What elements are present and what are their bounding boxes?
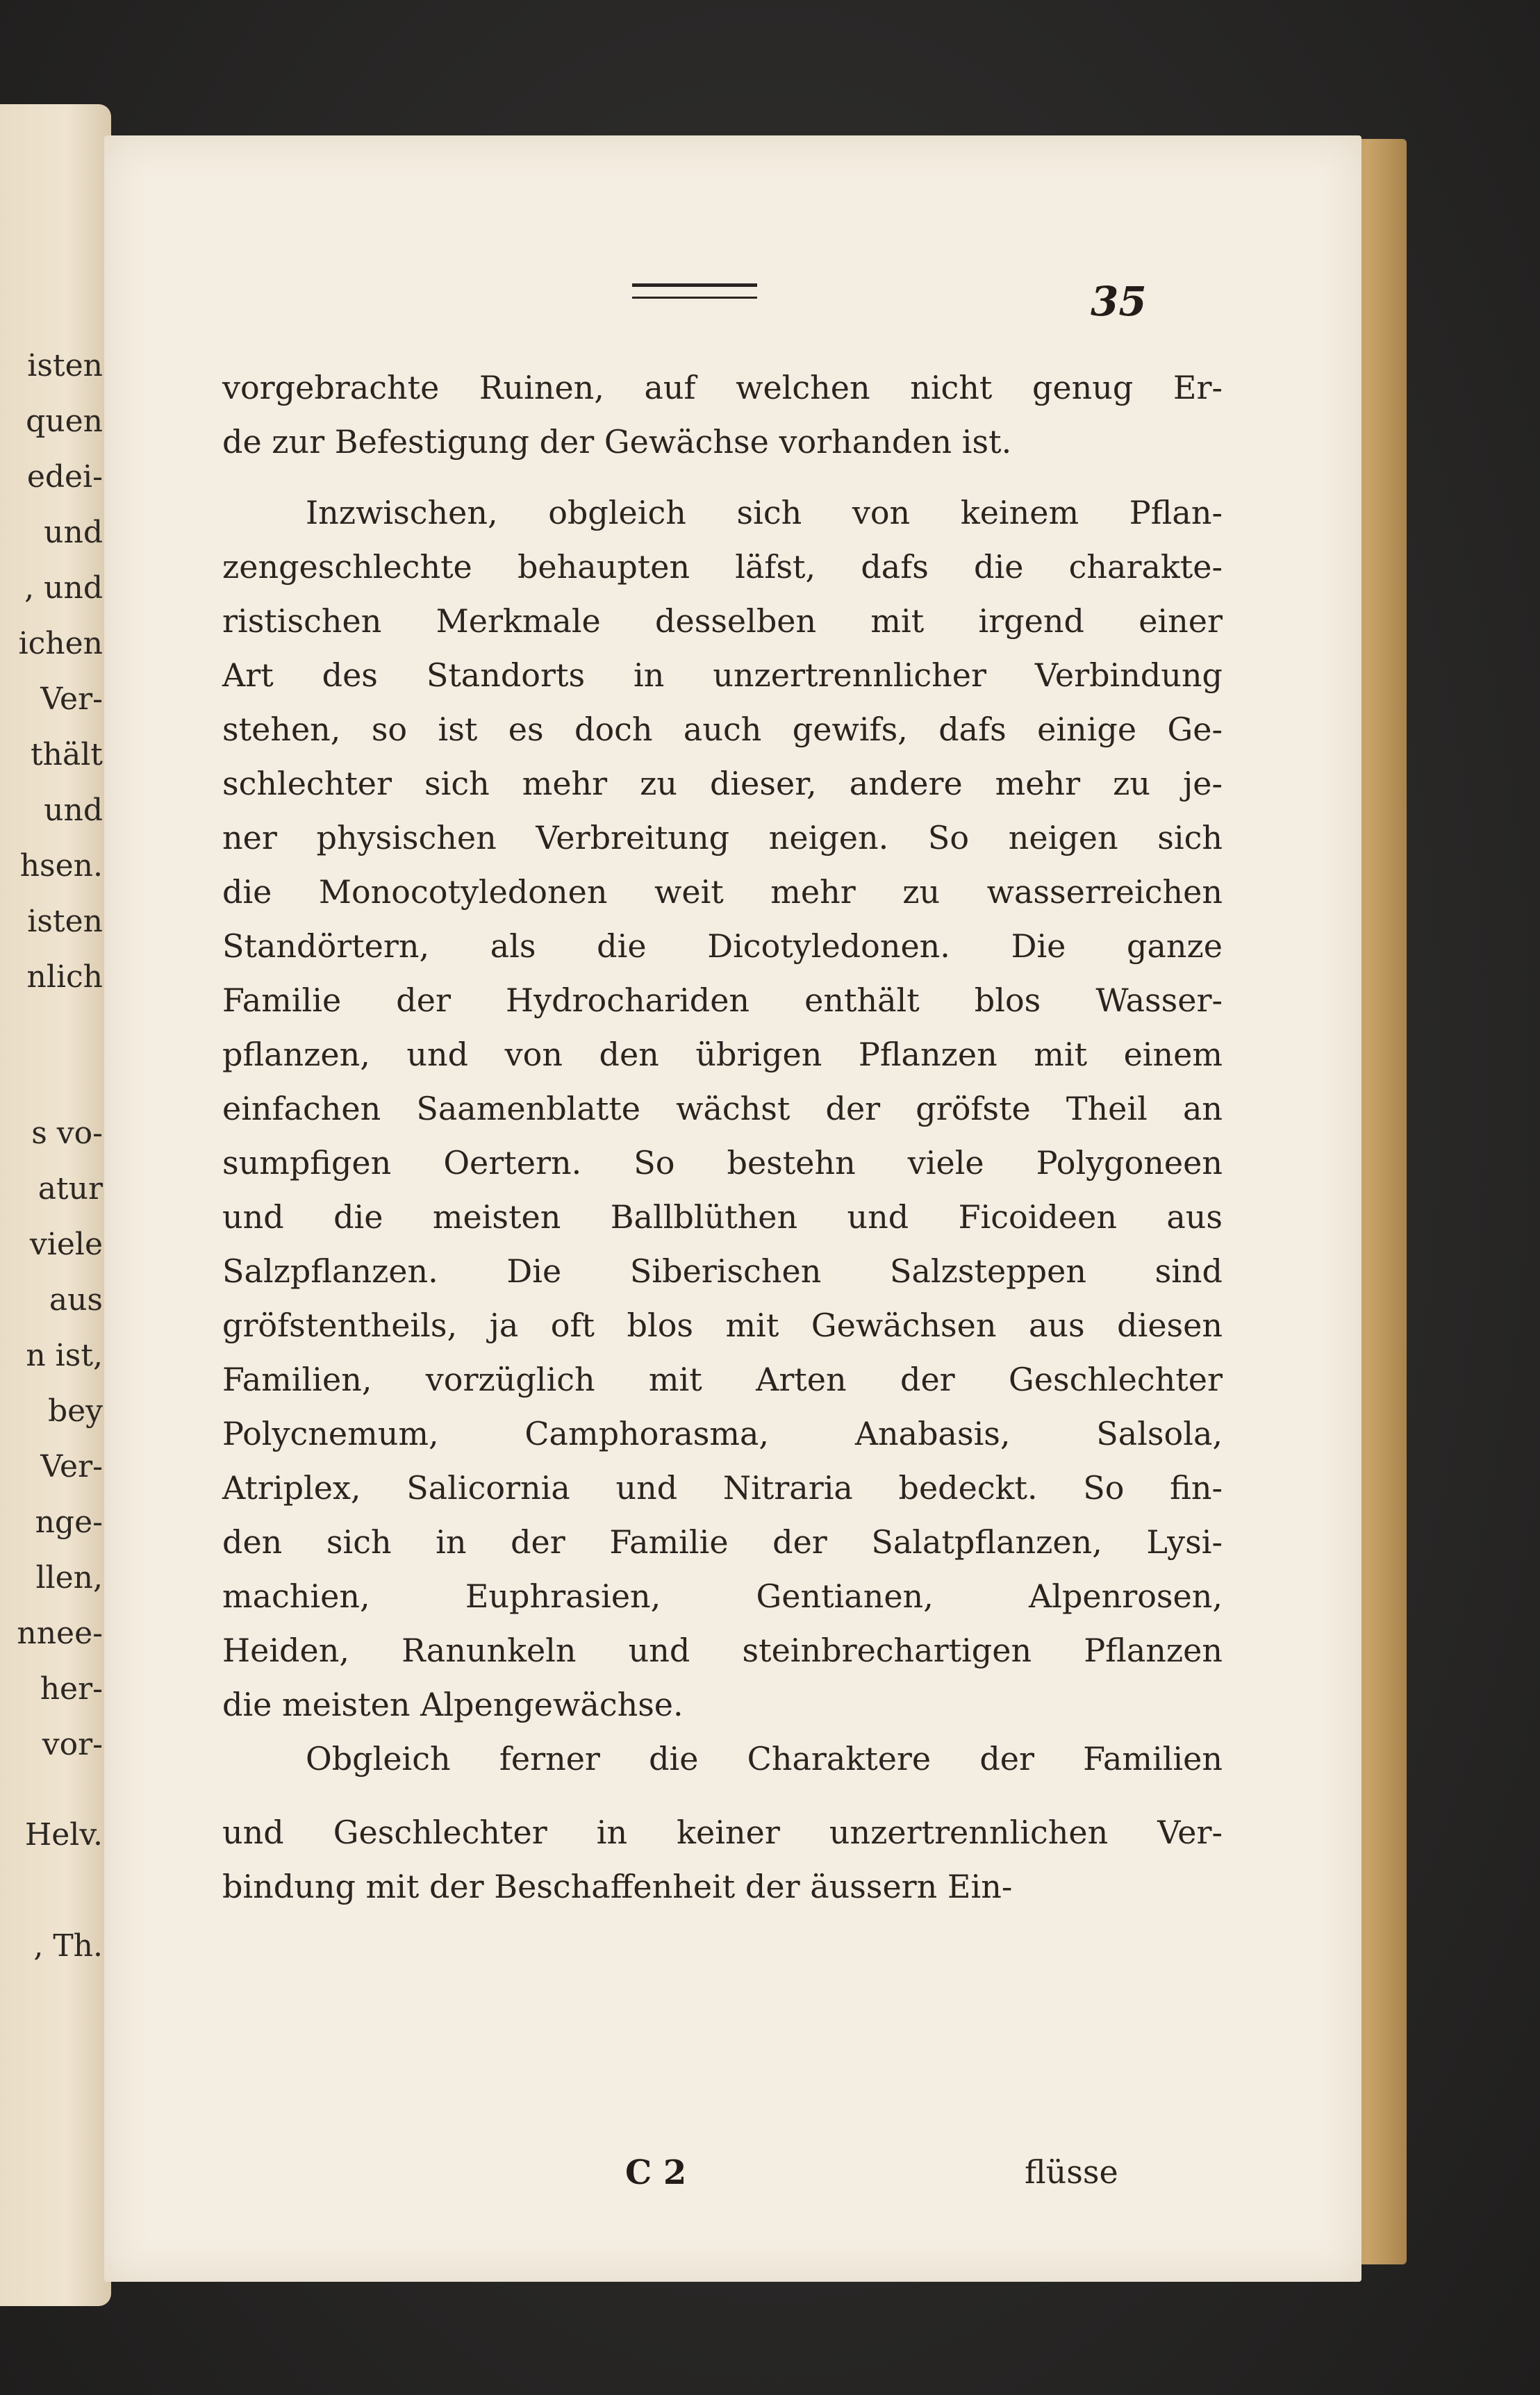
previous-page-fragment: hsen. (19, 848, 103, 884)
text-line: Familien, vorzüglich mit Arten der Geschlechter (222, 1361, 1223, 1398)
text-line: Art des Standorts in unzertrennlicher Verbindung (222, 656, 1223, 694)
previous-page-fragment: Ver- (40, 1449, 103, 1484)
text-line: einfachen Saamenblatte wächst der gröfste Theil an (222, 1090, 1223, 1127)
previous-page-fragment: , Th. (33, 1928, 103, 1964)
text-line: de zur Befestigung der Gewächse vorhanden ist. (222, 423, 1012, 461)
previous-page-fragment: nlich (26, 959, 103, 995)
text-line: die meisten Alpengewächse. (222, 1686, 684, 1723)
previous-page-fragment: isten (27, 348, 103, 383)
previous-page-fragment: s vo- (31, 1116, 103, 1151)
previous-page-fragment: thält (30, 737, 103, 772)
text-line: Salzpflanzen. Die Siberischen Salzsteppen sind (222, 1252, 1223, 1290)
text-line: pflanzen, und von den übrigen Pflanzen mit einem (222, 1036, 1223, 1073)
text-line: Obgleich ferner die Charaktere der Familien (306, 1740, 1223, 1777)
text-line: ner physischen Verbreitung neigen. So neigen sich (222, 819, 1223, 856)
previous-page-fragment: , und (24, 570, 103, 606)
text-line: zengeschlechte behaupten läfst, dafs die charakte- (222, 548, 1223, 586)
previous-page-fragment: isten (27, 904, 103, 939)
previous-page-fragment: vor- (42, 1727, 103, 1762)
text-line: Heiden, Ranunkeln und steinbrechartigen Pflanzen (222, 1632, 1223, 1669)
previous-page-edge (0, 104, 111, 2306)
previous-page-fragment: quen (26, 404, 103, 439)
text-line: und Geschlechter in keiner unzertrennlichen Ver- (222, 1814, 1223, 1851)
previous-page-fragment: her- (40, 1671, 103, 1707)
previous-page-fragment: viele (29, 1227, 103, 1262)
text-line: die Monocotyledonen weit mehr zu wasserreichen (222, 873, 1223, 911)
previous-page-fragment: llen, (35, 1560, 103, 1596)
text-line: stehen, so ist es doch auch gewifs, dafs einige Ge- (222, 711, 1223, 748)
text-line: Familie der Hydrochariden enthält blos Wasser- (222, 981, 1223, 1019)
previous-page-fragment: ichen (18, 626, 103, 661)
previous-page-fragment: nge- (35, 1505, 103, 1540)
text-line: Atriplex, Salicornia und Nitraria bedeckt. So fin- (222, 1469, 1223, 1507)
text-line: und die meisten Ballblüthen und Ficoideen aus (222, 1198, 1223, 1236)
text-line: sumpfigen Oertern. So bestehn viele Polygoneen (222, 1144, 1223, 1182)
previous-page-fragment: und (44, 515, 103, 550)
text-line: vorgebrachte Ruinen, auf welchen nicht genug Er- (222, 369, 1223, 406)
text-line: Standörtern, als die Dicotyledonen. Die ganze (222, 927, 1223, 965)
book-page (104, 135, 1361, 2282)
text-line: machien, Euphrasien, Gentianen, Alpenrosen, (222, 1577, 1223, 1615)
previous-page-fragment: aus (49, 1282, 103, 1318)
text-line: Inzwischen, obgleich sich von keinem Pflan- (306, 494, 1223, 531)
previous-page-fragment: Helv. (24, 1817, 103, 1853)
text-line: gröfstentheils, ja oft blos mit Gewächsen aus diesen (222, 1307, 1223, 1344)
text-line: bindung mit der Beschaffenheit der äussern Ein- (222, 1868, 1013, 1905)
previous-page-fragment: nnee- (17, 1616, 103, 1651)
previous-page-fragment: und (44, 793, 103, 828)
previous-page-fragment: bey (47, 1393, 103, 1429)
text-line: Polycnemum, Camphorasma, Anabasis, Salsola, (222, 1415, 1223, 1452)
page-number: 35 (1091, 278, 1147, 325)
header-rule (632, 283, 757, 299)
previous-page-fragment: edei- (26, 459, 103, 495)
text-line: den sich in der Familie der Salatpflanzen, Lysi- (222, 1523, 1223, 1561)
text-line: schlechter sich mehr zu dieser, andere mehr zu je- (222, 765, 1223, 802)
previous-page-fragment: atur (38, 1171, 103, 1207)
previous-page-fragment: Ver- (40, 681, 103, 717)
signature-mark: C 2 (625, 2153, 687, 2192)
text-line: ristischen Merkmale desselben mit irgend einer (222, 602, 1223, 640)
catchword: flüsse (1025, 2153, 1118, 2191)
previous-page-fragment: n ist, (26, 1338, 103, 1373)
